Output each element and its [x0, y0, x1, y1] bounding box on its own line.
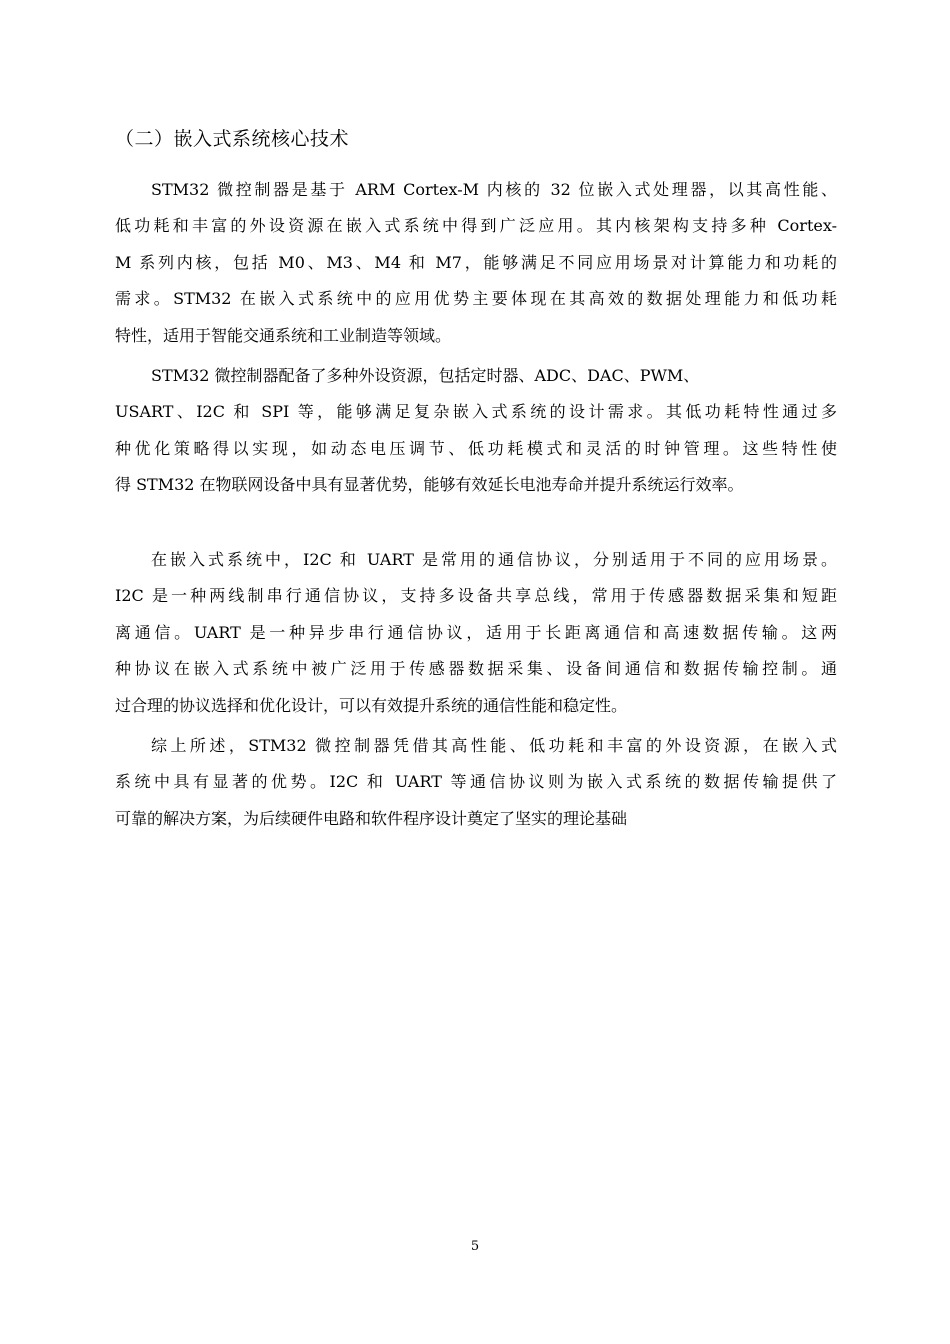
paragraph-line: USART、I2C 和 SPI 等，能够满足复杂嵌入式系统的设计需求。其低功耗特性通过多 — [115, 402, 837, 422]
paragraph-line: 过合理的协议选择和优化设计，可以有效提升系统的通信性能和稳定性。 — [115, 695, 628, 715]
paragraph-line: STM32 微控制器配备了多种外设资源，包括定时器、ADC、DAC、PWM、 — [151, 366, 700, 385]
paragraph-line: 种优化策略得以实现，如动态电压调节、低功耗模式和灵活的时钟管理。这些特性使 — [115, 438, 837, 458]
paragraph-stm32-overview — [115, 172, 837, 354]
paragraph-line: STM32 微控制器是基于 ARM Cortex-M 内核的 32 位嵌入式处理器，以其高性能、 — [151, 180, 837, 199]
paragraph-summary — [115, 728, 837, 837]
paragraph-communication-protocols — [115, 542, 837, 724]
paragraph-stm32-peripherals — [115, 358, 837, 504]
paragraph-line: 系统中具有显著的优势。I2C 和 UART 等通信协议则为嵌入式系统的数据传输提供了 — [115, 772, 837, 792]
paragraph-line: 综上所述，STM32 微控制器凭借其高性能、低功耗和丰富的外设资源，在嵌入式 — [151, 736, 837, 755]
page-number: 5 — [470, 1239, 480, 1254]
paragraph-line: 需求。STM32 在嵌入式系统中的应用优势主要体现在其高效的数据处理能力和低功耗 — [115, 289, 837, 309]
section-heading: （二）嵌入式系统核心技术 — [115, 128, 350, 150]
paragraph-line: 特性，适用于智能交通系统和工业制造等领域。 — [115, 325, 452, 345]
paragraph-line: M 系列内核，包括 M0、M3、M4 和 M7，能够满足不同应用场景对计算能力和功耗的 — [115, 252, 837, 272]
paragraph-line: I2C 是一种两线制串行通信协议，支持多设备共享总线，常用于传感器数据采集和短距 — [115, 586, 837, 606]
paragraph-line: 种协议在嵌入式系统中被广泛用于传感器数据采集、设备间通信和数据传输控制。通 — [115, 659, 837, 679]
paragraph-line: 低功耗和丰富的外设资源在嵌入式系统中得到广泛应用。其内核架构支持多种 Cortex- — [115, 216, 837, 236]
paragraph-line: 可靠的解决方案，为后续硬件电路和软件程序设计奠定了坚实的理论基础 — [115, 808, 628, 828]
paragraph-line: 在嵌入式系统中，I2C 和 UART 是常用的通信协议，分别适用于不同的应用场景。 — [151, 550, 837, 569]
paragraph-line: 离通信。UART 是一种异步串行通信协议，适用于长距离通信和高速数据传输。这两 — [115, 622, 837, 642]
paragraph-line: 得 STM32 在物联网设备中具有显著优势，能够有效延长电池寿命并提升系统运行效率。 — [115, 475, 744, 495]
